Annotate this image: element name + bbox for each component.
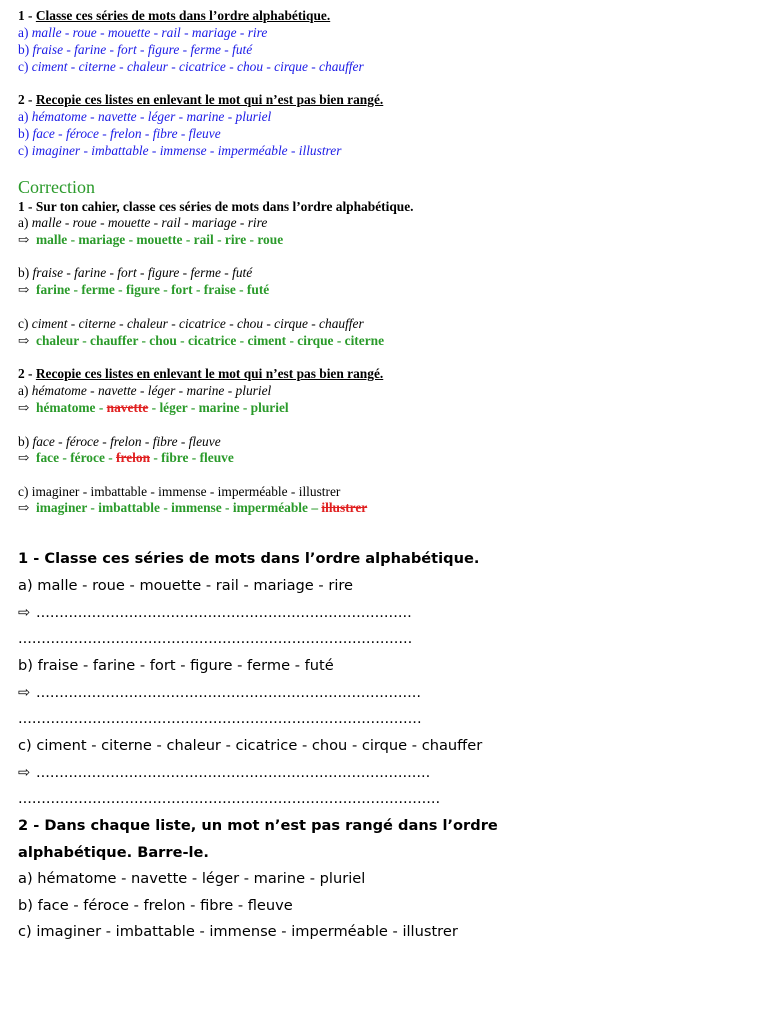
correction-q2-b-answer: ⇨ face - féroce - frelon - fibre - fleuve bbox=[18, 450, 234, 465]
worksheet-item-a: a) malle - roue - mouette - rail - mariage - rire bbox=[18, 577, 354, 594]
worksheet-q2-heading-cont: alphabétique. Barre-le. bbox=[18, 844, 209, 861]
answer-line: ....................................................................................... bbox=[18, 710, 422, 727]
arrow-icon: ⇨ bbox=[18, 400, 30, 415]
correction-q1-c-question: c) ciment - citerne - chaleur - cicatrice - chou - cirque - chauffer bbox=[18, 316, 364, 331]
arrow-icon: ⇨ bbox=[18, 333, 30, 348]
answer-line: ⇨ ................................................................................. bbox=[18, 604, 412, 621]
correction-q2-c-answer: ⇨ imaginer - imbattable - immense - imperméable – illustrer bbox=[18, 500, 368, 515]
exercise2-item-b: b) face - féroce - frelon - fibre - fleuve bbox=[18, 126, 221, 141]
struck-word: frelon bbox=[116, 450, 151, 465]
exercise2-item-c: c) imaginer - imbattable - immense - imperméable - illustrer bbox=[18, 143, 342, 158]
worksheet-q2-item-c: c) imaginer - imbattable - immense - imperméable - illustrer bbox=[18, 923, 458, 940]
correction-q1-b-answer: ⇨ farine - ferme - figure - fort - fraise - futé bbox=[18, 282, 270, 297]
worksheet-q2-item-a: a) hématome - navette - léger - marine - pluriel bbox=[18, 870, 366, 887]
correction-q1-a-answer: ⇨ malle - mariage - mouette - rail - rire - roue bbox=[18, 232, 284, 247]
worksheet-q1-heading: 1 - Classe ces séries de mots dans l’ordre alphabétique. bbox=[18, 550, 480, 567]
correction-title: Correction bbox=[18, 177, 95, 197]
correction-q2-a-question: a) hématome - navette - léger - marine - pluriel bbox=[18, 383, 272, 398]
arrow-icon: ⇨ bbox=[18, 604, 31, 621]
worksheet-q2-item-b: b) face - féroce - frelon - fibre - fleuve bbox=[18, 897, 293, 914]
arrow-icon: ⇨ bbox=[18, 684, 31, 701]
worksheet-item-c: c) ciment - citerne - chaleur - cicatrice - chou - cirque - chauffer bbox=[18, 737, 483, 754]
arrow-icon: ⇨ bbox=[18, 232, 30, 247]
correction-q2-heading: 2 - Recopie ces listes en enlevant le mot qui n’est pas bien rangé. bbox=[18, 366, 384, 381]
exercise1-heading: 1 - Classe ces séries de mots dans l’ordre alphabétique. bbox=[18, 8, 331, 23]
arrow-icon: ⇨ bbox=[18, 450, 30, 465]
arrow-icon: ⇨ bbox=[18, 282, 30, 297]
correction-q2-b-question: b) face - féroce - frelon - fibre - fleuve bbox=[18, 434, 221, 449]
correction-q2-c-question: c) imaginer - imbattable - immense - imperméable - illustrer bbox=[18, 484, 341, 499]
correction-q1-heading: 1 - Sur ton cahier, classe ces séries de mots dans l’ordre alphabétique. bbox=[18, 199, 414, 214]
correction-q2-a-answer: ⇨ hématome - navette - léger - marine - pluriel bbox=[18, 400, 289, 415]
answer-line: ⇨ ................................................................................... bbox=[18, 684, 422, 701]
answer-line: ..................................................................................... bbox=[18, 630, 413, 647]
worksheet-q2-heading: 2 - Dans chaque liste, un mot n’est pas rangé dans l’ordre bbox=[18, 817, 498, 834]
answer-line: ⇨ ..................................................................................... bbox=[18, 764, 431, 781]
arrow-icon: ⇨ bbox=[18, 500, 30, 515]
correction-q1-c-answer: ⇨ chaleur - chauffer - chou - cicatrice - ciment - cirque - citerne bbox=[18, 333, 385, 348]
exercise1-item-c: c) ciment - citerne - chaleur - cicatrice - chou - cirque - chauffer bbox=[18, 59, 364, 74]
exercise1-item-a: a) malle - roue - mouette - rail - mariage - rire bbox=[18, 25, 268, 40]
struck-word: illustrer bbox=[321, 500, 368, 515]
exercise2-heading: 2 - Recopie ces listes en enlevant le mot qui n’est pas bien rangé. bbox=[18, 92, 384, 107]
answer-line: ........................................................................................... bbox=[18, 790, 441, 807]
exercise1-item-b: b) fraise - farine - fort - figure - ferme - futé bbox=[18, 42, 253, 57]
exercise2-item-a: a) hématome - navette - léger - marine - pluriel bbox=[18, 109, 272, 124]
worksheet-item-b: b) fraise - farine - fort - figure - ferme - futé bbox=[18, 657, 334, 674]
correction-q1-a-question: a) malle - roue - mouette - rail - mariage - rire bbox=[18, 215, 268, 230]
correction-q1-b-question: b) fraise - farine - fort - figure - ferme - futé bbox=[18, 265, 253, 280]
struck-word: navette bbox=[106, 400, 149, 415]
arrow-icon: ⇨ bbox=[18, 764, 31, 781]
